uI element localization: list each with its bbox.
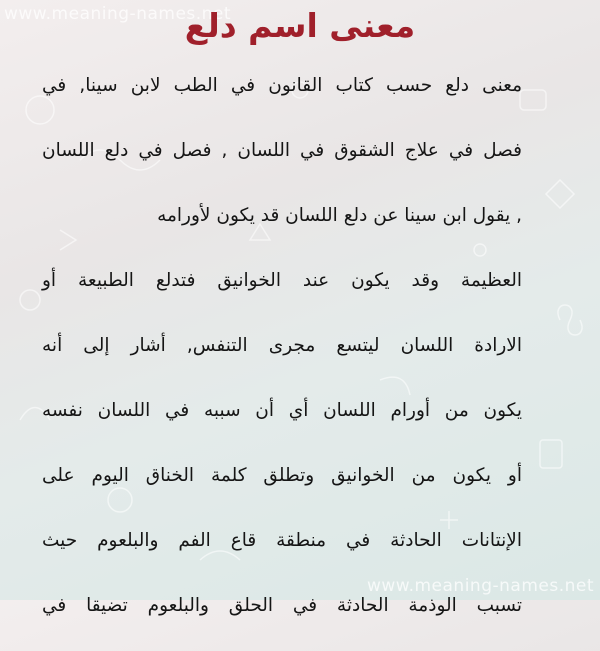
- site-watermark-bottom: www.meaning-names.net: [366, 576, 594, 596]
- page-title: معنى اسم دلع: [184, 6, 416, 45]
- text-line: , يقول ابن سينا عن دلع اللسان قد يكون لأورامه: [157, 205, 522, 226]
- text-line: الارادة اللسان ليتسع مجرى التنفس, أشار إلى أنه: [42, 335, 522, 356]
- text-line: يكون من أورام اللسان أي أن سببه في اللسان نفسه: [42, 400, 522, 421]
- text-line: فصل في علاج الشقوق في اللسان , فصل في دلع اللسان: [42, 140, 522, 161]
- site-watermark-top: www.meaning-names.net: [4, 4, 232, 24]
- text-line: تسبب الوذمة الحادثة في الحلق والبلعوم تضيقا في: [42, 595, 522, 616]
- text-line: العظيمة وقد يكون عند الخوانيق فتدلع الطبيعة أو: [42, 270, 522, 291]
- article-body: [42, 66, 522, 651]
- text-line: الإنتانات الحادثة في منطقة قاع الفم والبلعوم حيث: [42, 530, 522, 551]
- text-line: أو يكون من الخوانيق وتطلق كلمة الخناق اليوم على: [42, 465, 522, 486]
- text-line: معنى دلع حسب كتاب القانون في الطب لابن سينا, في: [42, 75, 522, 96]
